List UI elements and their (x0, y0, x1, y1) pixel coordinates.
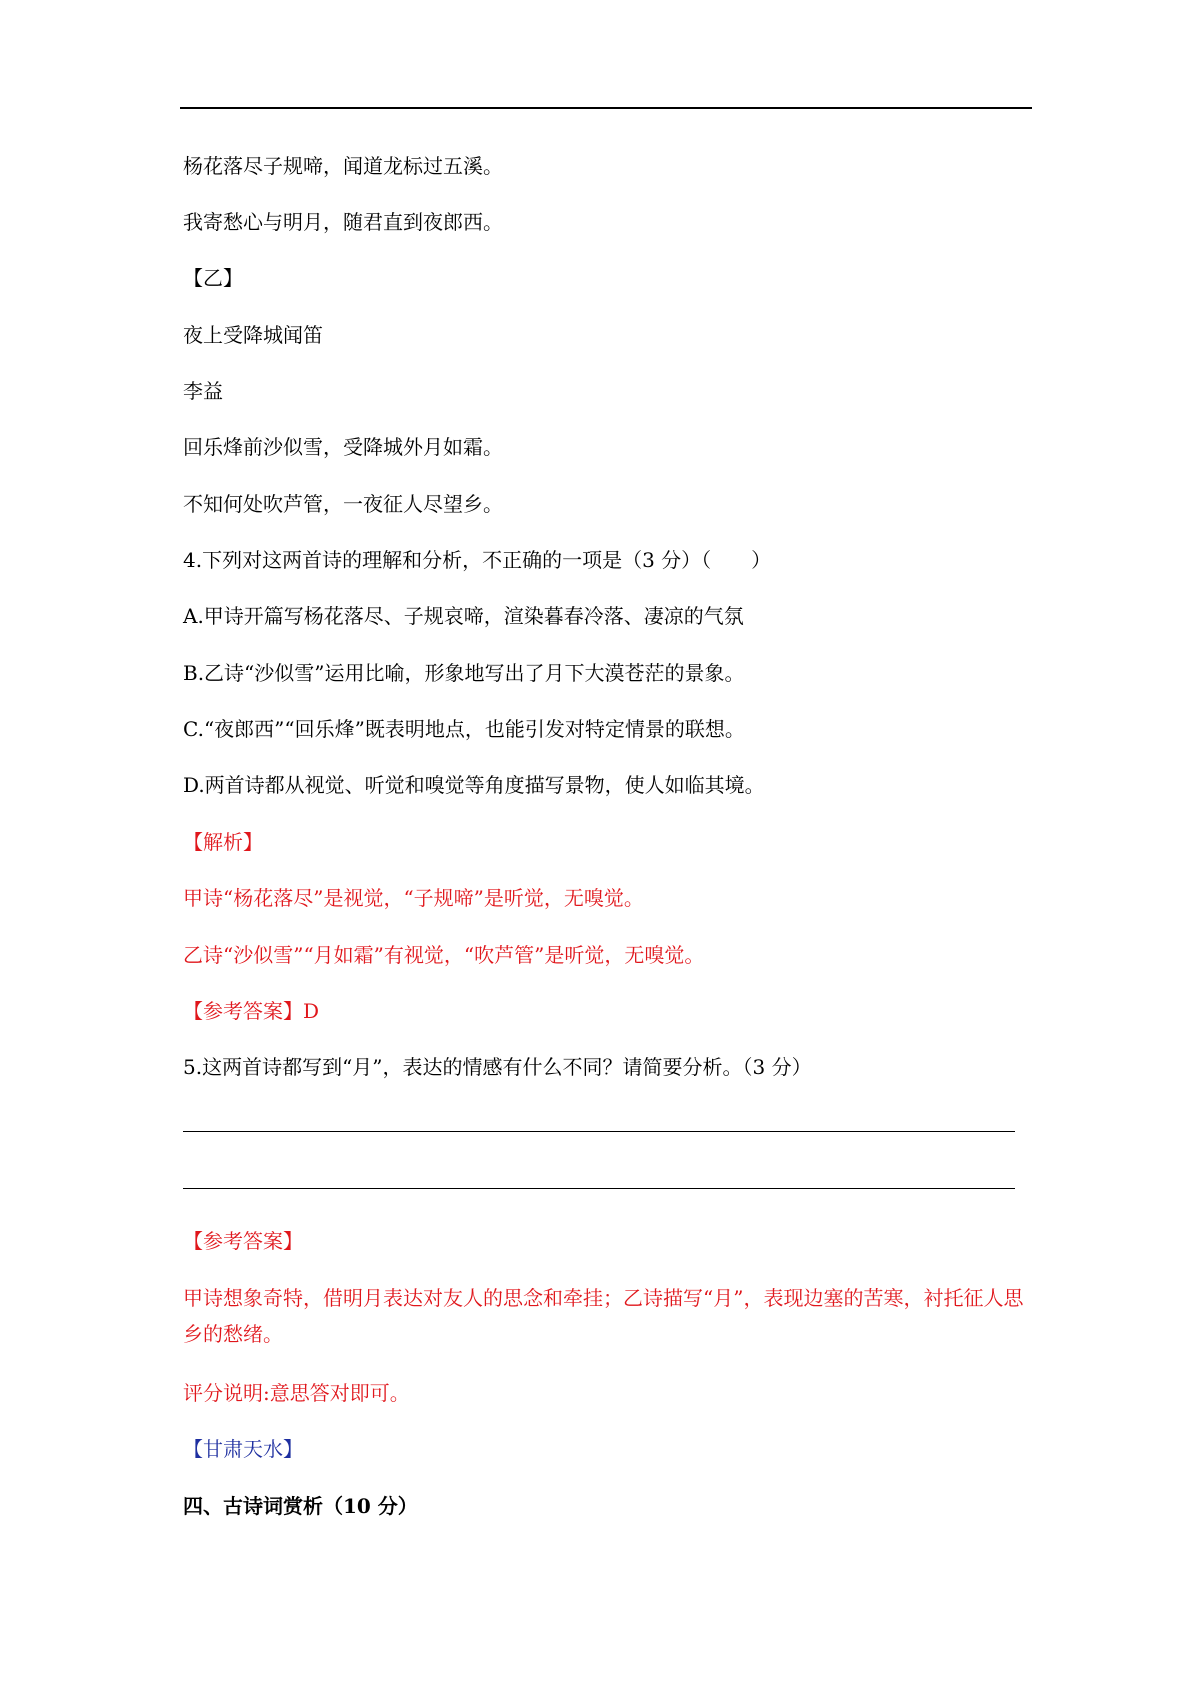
analysis-line-2: 乙诗“沙似雪”“月如霜”有视觉，“吹芦管”是听觉，无嗅觉。 (183, 943, 705, 967)
answer-4-line (183, 997, 1043, 1025)
section-4-heading: 四、古诗词赏析（10 分） (183, 1494, 418, 1518)
answer-blank-line-1 (183, 1131, 1015, 1132)
poem-yi-marker: 【乙】 (183, 266, 243, 290)
poem-yi-author: 李益 (183, 379, 223, 403)
answer-4-value: D (303, 999, 320, 1023)
option-a: A.甲诗开篇写杨花落尽、子规哀啼，渲染暮春冷落、凄凉的气氛 (183, 604, 744, 628)
poem-jia-line-3: 杨花落尽子规啼，闻道龙标过五溪。 (183, 154, 503, 178)
option-d: D.两首诗都从视觉、听觉和嗅觉等角度描写景物，使人如临其境。 (183, 773, 765, 797)
poem-yi-line-2: 不知何处吹芦管，一夜征人尽望乡。 (183, 492, 503, 516)
scoring-note: 评分说明:意思答对即可。 (183, 1381, 410, 1405)
answer-blank-line-2 (183, 1188, 1015, 1189)
option-c: C.“夜郎西”“回乐烽”既表明地点，也能引发对特定情景的联想。 (183, 717, 745, 741)
option-b: B.乙诗“沙似雪”运用比喻，形象地写出了月下大漠苍茫的景象。 (183, 661, 745, 685)
header-rule (180, 107, 1032, 109)
question-4: 4.下列对这两首诗的理解和分析，不正确的一项是（3 分）（ ） (183, 548, 772, 572)
poem-yi-title: 夜上受降城闻笛 (183, 323, 323, 347)
question-5: 5.这两首诗都写到“月”，表达的情感有什么不同？请简要分析。（3 分） (183, 1055, 812, 1079)
analysis-label: 【解析】 (183, 830, 263, 854)
answer-5-label: 【参考答案】 (183, 1229, 303, 1253)
poem-yi-line-1: 回乐烽前沙似雪，受降城外月如霜。 (183, 435, 503, 459)
answer-5-text: 甲诗想象奇特，借明月表达对友人的思念和牵挂；乙诗描写“月”，表现边塞的苦寒，衬托征人思乡的愁绪。 (183, 1286, 1024, 1346)
region-tag: 【甘肃天水】 (183, 1437, 303, 1461)
poem-jia-line-4: 我寄愁心与明月，随君直到夜郎西。 (183, 210, 503, 234)
analysis-line-1: 甲诗“杨花落尽”是视觉，“子规啼”是听觉，无嗅觉。 (183, 886, 644, 910)
answer-4-label: 【参考答案】 (183, 999, 303, 1023)
